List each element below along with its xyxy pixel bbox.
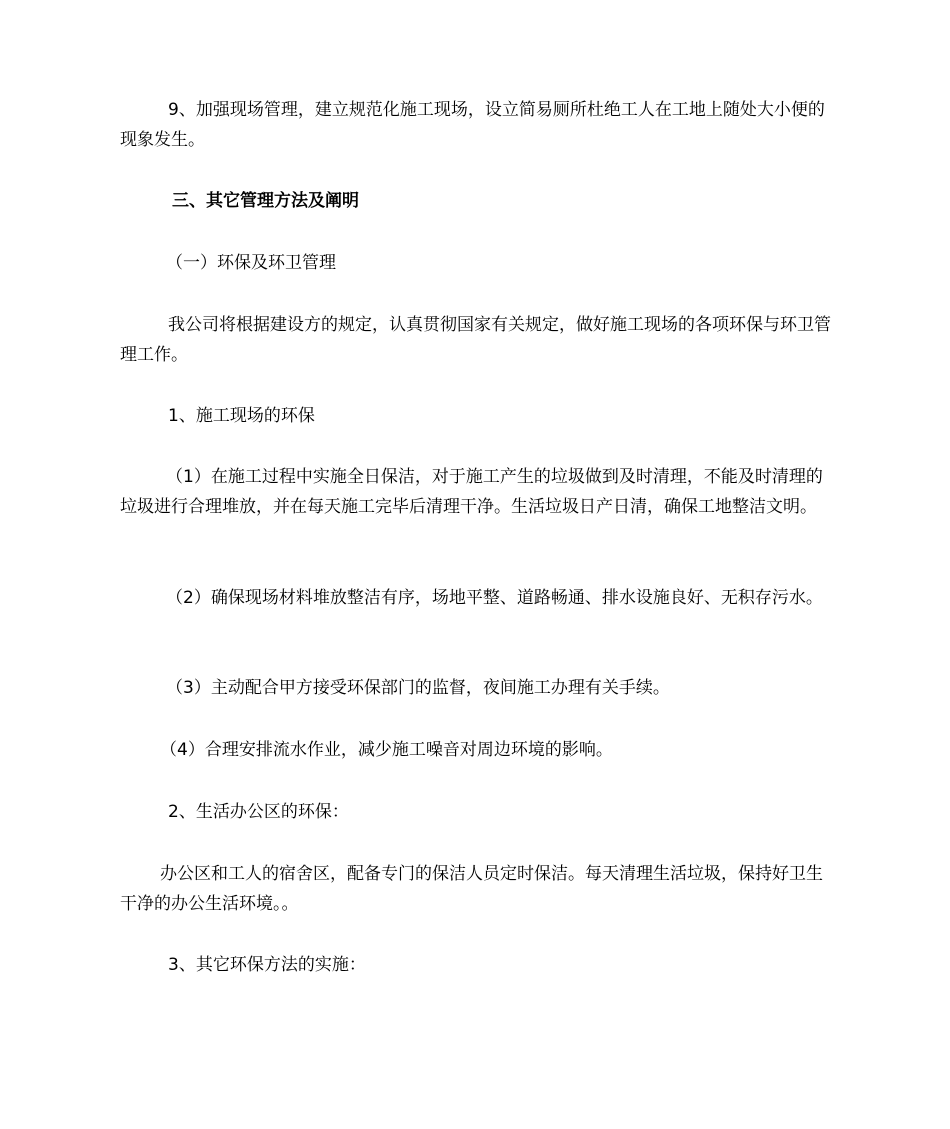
paragraph-item-2: （2）确保现场材料堆放整洁有序，场地平整、道路畅通、排水设施良好、无积存污水。 <box>166 588 823 608</box>
paragraph-item-1: （1）在施工过程中实施全日保洁，对于施工产生的垃圾做到及时清理，不能及时清理的垃圾进行合理堆放，并在每天施工完毕后清理干净。生活垃圾日产日清，确保工地整洁文明。 <box>120 467 823 517</box>
paragraph-office: 办公区和工人的宿舍区，配备专门的保洁人员定时保洁。每天清理生活垃圾，保持好卫生干净的办公生活环境。。 <box>120 864 823 914</box>
subsection-heading: （一）环保及环卫管理 <box>166 253 336 273</box>
item-heading-office-env: 2、生活办公区的环保： <box>168 802 349 822</box>
section-heading: 三、其它管理方法及阐明 <box>172 191 359 211</box>
item-heading-other: 3、其它环保方法的实施： <box>168 955 366 975</box>
paragraph-item-4: （4）合理安排流水作业，减少施工噪音对周边环境的影响。 <box>160 740 613 760</box>
paragraph-item-3: （3）主动配合甲方接受环保部门的监督，夜间施工办理有关手续。 <box>166 678 670 698</box>
item-heading-site-env: 1、施工现场的环保 <box>168 406 315 426</box>
paragraph-intro: 我公司将根据建设方的规定，认真贯彻国家有关规定，做好施工现场的各项环保与环卫管理工作。 <box>120 315 831 365</box>
paragraph-site-management: 9、加强现场管理，建立规范化施工现场，设立简易厕所杜绝工人在工地上随处大小便的现象发生。 <box>120 100 825 150</box>
